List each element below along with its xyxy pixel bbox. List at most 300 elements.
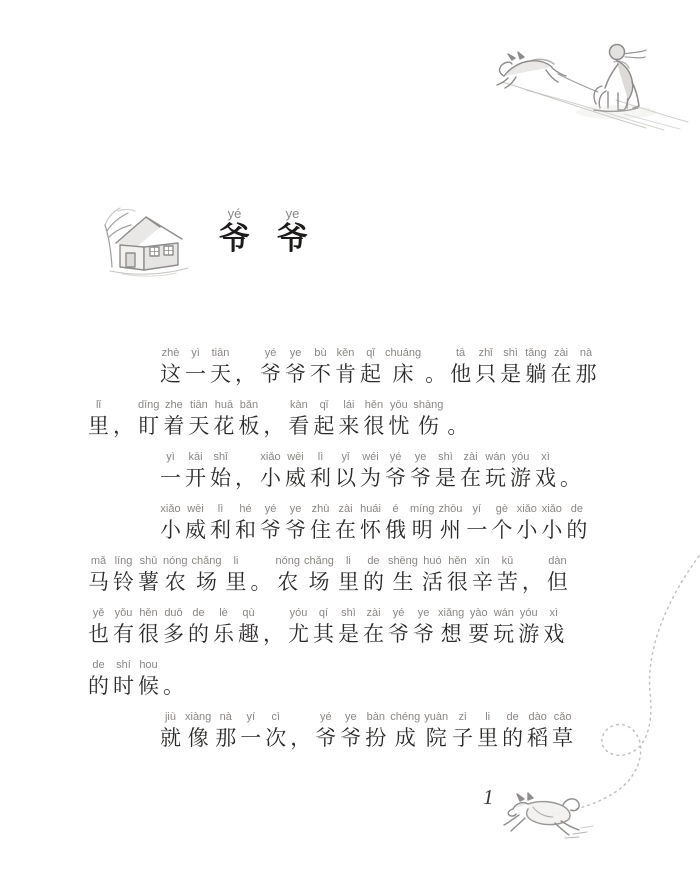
hanzi-text: 小 bbox=[160, 518, 181, 542]
ruby-unit bbox=[363, 399, 384, 441]
hanzi-text: 很 bbox=[446, 570, 468, 594]
pinyin-text: ye bbox=[285, 206, 300, 221]
ruby-unit bbox=[438, 503, 462, 545]
ruby-unit bbox=[210, 347, 231, 389]
hanzi-text: 不 bbox=[310, 362, 331, 386]
hanzi-text: 的 bbox=[188, 622, 209, 646]
ruby-unit bbox=[525, 347, 546, 389]
hanzi-text: 以 bbox=[335, 466, 356, 490]
ruby-unit bbox=[88, 555, 109, 597]
ruby-unit bbox=[460, 451, 481, 493]
hanzi-text: 想 bbox=[440, 622, 462, 646]
pinyin-text: ye bbox=[417, 607, 430, 619]
pinyin-text: xiǎo bbox=[516, 503, 537, 515]
hanzi-text: 天 bbox=[210, 362, 231, 386]
hanzi-text: 板 bbox=[238, 414, 260, 438]
hanzi-text: 爷 bbox=[219, 221, 250, 256]
ruby-unit bbox=[541, 503, 562, 545]
ruby-unit bbox=[477, 711, 498, 753]
pinyin-text: zhǐ bbox=[478, 347, 493, 359]
hanzi-text: 躺 bbox=[525, 362, 547, 386]
pinyin-text: xiǎng bbox=[438, 607, 465, 619]
ruby-unit bbox=[340, 711, 361, 753]
hanzi-text: 铃 bbox=[113, 570, 134, 594]
ruby-unit bbox=[235, 503, 256, 545]
pinyin-text: huā bbox=[214, 399, 234, 411]
ruby-unit bbox=[385, 347, 421, 389]
hanzi-text: 在 bbox=[460, 466, 481, 490]
hanzi-text: 爷 bbox=[260, 518, 281, 542]
pinyin-text: xì bbox=[541, 451, 550, 463]
pinyin-text: chǎng bbox=[303, 555, 334, 567]
text-line bbox=[86, 502, 622, 545]
hanzi-text: 里 bbox=[337, 570, 359, 594]
pinyin-text: gè bbox=[495, 503, 508, 515]
hanzi-text: 是 bbox=[338, 622, 359, 646]
ruby-unit bbox=[452, 711, 473, 753]
hanzi-text: 花 bbox=[213, 414, 235, 438]
ruby-unit bbox=[285, 503, 306, 545]
hanzi-text: 那 bbox=[575, 362, 597, 386]
pinyin-text: bǎn bbox=[239, 399, 259, 411]
pinyin-text: hou bbox=[139, 659, 158, 671]
pinyin-text: yí bbox=[246, 711, 256, 723]
hanzi-text: 州 bbox=[439, 518, 461, 542]
hanzi-text: 游 bbox=[510, 466, 531, 490]
pinyin-text: wéi bbox=[362, 451, 379, 463]
pinyin-text: nóng bbox=[163, 555, 188, 567]
hanzi-text: 小 bbox=[541, 518, 563, 542]
hanzi-text: 薯 bbox=[138, 570, 159, 594]
ruby-unit bbox=[160, 347, 181, 389]
ruby-unit bbox=[535, 451, 556, 493]
ruby-unit bbox=[213, 399, 234, 441]
ruby-unit bbox=[365, 711, 386, 753]
ruby-unit bbox=[360, 451, 381, 493]
pinyin-text: yì bbox=[191, 347, 200, 359]
ruby-unit bbox=[388, 607, 409, 649]
ruby-unit bbox=[288, 399, 309, 441]
hanzi-text: 。 bbox=[163, 674, 184, 698]
page-title bbox=[219, 206, 308, 257]
pinyin-text: lè bbox=[219, 607, 228, 619]
hanzi-text: 天 bbox=[188, 414, 210, 438]
ruby-unit bbox=[363, 555, 384, 597]
hanzi-text: 其 bbox=[313, 622, 334, 646]
pinyin-text: shǔ bbox=[139, 555, 158, 567]
ruby-unit bbox=[450, 347, 471, 389]
hanzi-text: 在 bbox=[335, 518, 356, 542]
ruby-unit bbox=[113, 399, 134, 441]
ruby-unit bbox=[422, 555, 443, 597]
hanzi-text: 忧 bbox=[388, 414, 410, 438]
hanzi-text: 就 bbox=[160, 726, 181, 750]
pinyin-text: hěn bbox=[364, 399, 384, 411]
ruby-unit bbox=[225, 555, 246, 597]
hanzi-text: 他 bbox=[450, 362, 472, 386]
ruby-unit bbox=[235, 451, 256, 493]
pinyin-text: wán bbox=[485, 451, 506, 463]
hanzi-text: 趣 bbox=[238, 622, 259, 646]
hanzi-text: 开 bbox=[185, 466, 206, 490]
ruby-unit bbox=[277, 206, 308, 257]
pinyin-text: ye bbox=[289, 503, 302, 515]
hanzi-text: ， bbox=[235, 362, 256, 386]
ruby-unit bbox=[235, 347, 256, 389]
hanzi-text: ， bbox=[290, 726, 312, 750]
pinyin-text: huó bbox=[423, 555, 442, 567]
ruby-unit bbox=[285, 347, 306, 389]
ruby-unit bbox=[210, 503, 231, 545]
pinyin-text: yé bbox=[392, 607, 405, 619]
hanzi-text: 扮 bbox=[365, 726, 387, 750]
hanzi-text: 要 bbox=[468, 622, 490, 646]
pinyin-text: wán bbox=[493, 607, 514, 619]
ruby-unit bbox=[288, 607, 309, 649]
pinyin-text: de bbox=[570, 503, 583, 515]
hanzi-text: 一 bbox=[185, 362, 206, 386]
pinyin-text: ye bbox=[344, 711, 357, 723]
hanzi-text: 伤 bbox=[417, 414, 439, 438]
ruby-unit bbox=[500, 347, 521, 389]
chapter-title-block bbox=[98, 203, 308, 277]
ruby-unit bbox=[566, 503, 587, 545]
ruby-unit bbox=[185, 451, 206, 493]
pinyin-text: ye bbox=[289, 347, 302, 359]
pinyin-text: bàn bbox=[366, 711, 385, 723]
pinyin-text: shì bbox=[341, 607, 356, 619]
pinyin-text: xiàng bbox=[185, 711, 212, 723]
pinyin-text: xiǎo bbox=[541, 503, 562, 515]
pinyin-text: chéng bbox=[390, 711, 421, 723]
pinyin-text: shēng bbox=[387, 555, 418, 567]
hanzi-text: 爷 bbox=[388, 622, 409, 646]
pinyin-text: lái bbox=[343, 399, 355, 411]
hanzi-text: 里 bbox=[477, 726, 499, 750]
ruby-unit bbox=[388, 399, 409, 441]
ruby-unit bbox=[363, 607, 384, 649]
hanzi-text: 是 bbox=[500, 362, 522, 386]
hanzi-text: ， bbox=[521, 570, 543, 594]
pinyin-text: mǎ bbox=[90, 555, 107, 567]
pinyin-text: hěn bbox=[448, 555, 467, 567]
hanzi-text: 里 bbox=[225, 570, 247, 594]
pinyin-text: shì bbox=[503, 347, 518, 359]
pinyin-text: li bbox=[485, 711, 491, 723]
pinyin-text: lǐ bbox=[96, 399, 101, 411]
hanzi-text: 爷 bbox=[385, 466, 406, 490]
pinyin-text: shí bbox=[116, 659, 131, 671]
ruby-unit bbox=[113, 607, 134, 649]
ruby-unit bbox=[185, 711, 211, 753]
pinyin-text: de bbox=[367, 555, 380, 567]
hanzi-text: 在 bbox=[363, 622, 384, 646]
hanzi-text: 这 bbox=[160, 362, 181, 386]
pinyin-text: zài bbox=[366, 607, 381, 619]
ruby-unit bbox=[163, 399, 184, 441]
ruby-unit bbox=[388, 555, 418, 597]
pinyin-text: lì bbox=[317, 451, 324, 463]
ruby-unit bbox=[338, 399, 359, 441]
ruby-unit bbox=[491, 503, 512, 545]
hanzi-text: 威 bbox=[285, 466, 306, 490]
pinyin-text: shì bbox=[438, 451, 453, 463]
ruby-unit bbox=[88, 659, 109, 701]
hanzi-text: 的 bbox=[502, 726, 524, 750]
hanzi-text: 一 bbox=[240, 726, 262, 750]
pinyin-text: ye bbox=[414, 451, 427, 463]
hanzi-text: 爷 bbox=[277, 221, 308, 256]
ruby-unit bbox=[88, 399, 109, 441]
pinyin-text: shǐ bbox=[213, 451, 228, 463]
hanzi-text: 看 bbox=[288, 414, 310, 438]
ruby-unit bbox=[447, 555, 468, 597]
pinyin-text: míng bbox=[410, 503, 435, 515]
pinyin-text: de bbox=[192, 607, 205, 619]
pinyin-text: hěn bbox=[139, 607, 158, 619]
running-dog-illustration bbox=[503, 787, 603, 845]
pinyin-text: li bbox=[345, 555, 351, 567]
hanzi-text: 的 bbox=[362, 570, 384, 594]
ruby-unit bbox=[304, 555, 334, 597]
ruby-unit bbox=[560, 451, 581, 493]
ruby-unit bbox=[335, 451, 356, 493]
hanzi-text: 稻 bbox=[527, 726, 549, 750]
ruby-unit bbox=[263, 607, 284, 649]
pinyin-text: jiù bbox=[164, 711, 176, 723]
ruby-unit bbox=[210, 451, 231, 493]
hanzi-text: 是 bbox=[435, 466, 456, 490]
hanzi-text: 来 bbox=[338, 414, 360, 438]
hanzi-text: 玩 bbox=[485, 466, 506, 490]
ruby-unit bbox=[313, 607, 334, 649]
ruby-unit bbox=[138, 607, 159, 649]
hanzi-text: 辛 bbox=[471, 570, 493, 594]
pinyin-text: tā bbox=[456, 347, 466, 359]
pinyin-text: yí bbox=[472, 503, 482, 515]
ruby-unit bbox=[335, 503, 356, 545]
ruby-unit bbox=[438, 607, 464, 649]
hanzi-text: 候 bbox=[138, 674, 159, 698]
dog-sled-illustration bbox=[496, 30, 692, 136]
hanzi-text: 爷 bbox=[410, 466, 431, 490]
hanzi-text: 。 bbox=[447, 414, 469, 438]
pinyin-text: qù bbox=[242, 607, 255, 619]
ruby-unit bbox=[315, 711, 336, 753]
pinyin-text: yé bbox=[227, 206, 242, 221]
pinyin-text: de bbox=[506, 711, 519, 723]
pinyin-text: yé bbox=[264, 347, 277, 359]
pinyin-text: huái bbox=[360, 503, 381, 515]
hanzi-text: 住 bbox=[310, 518, 331, 542]
hanzi-text: 但 bbox=[546, 570, 568, 594]
pinyin-text: yǐ bbox=[341, 451, 350, 463]
hanzi-text: 着 bbox=[163, 414, 185, 438]
ruby-unit bbox=[163, 607, 184, 649]
hanzi-text: 也 bbox=[88, 622, 109, 646]
ruby-unit bbox=[475, 347, 496, 389]
ruby-unit bbox=[213, 607, 234, 649]
ruby-unit bbox=[219, 206, 250, 257]
pinyin-text: bù bbox=[314, 347, 327, 359]
hanzi-text: 一 bbox=[466, 518, 488, 542]
hanzi-text: 为 bbox=[360, 466, 381, 490]
hanzi-text: 次 bbox=[265, 726, 287, 750]
ruby-unit bbox=[425, 347, 446, 389]
ruby-unit bbox=[215, 711, 236, 753]
pinyin-text: zài bbox=[463, 451, 478, 463]
ruby-unit bbox=[472, 555, 493, 597]
hanzi-text: 的 bbox=[88, 674, 109, 698]
ruby-unit bbox=[410, 503, 434, 545]
hanzi-text: 床 bbox=[392, 362, 414, 386]
pinyin-text: zhōu bbox=[438, 503, 463, 515]
hanzi-text: 很 bbox=[363, 414, 385, 438]
ruby-unit bbox=[551, 347, 572, 389]
hanzi-text: 爷 bbox=[285, 518, 306, 542]
ruby-unit bbox=[435, 451, 456, 493]
ruby-unit bbox=[576, 347, 597, 389]
hanzi-text: 爷 bbox=[340, 726, 362, 750]
ruby-unit bbox=[138, 399, 159, 441]
pinyin-text: li bbox=[233, 555, 239, 567]
hanzi-text: 盯 bbox=[138, 414, 160, 438]
hanzi-text: 个 bbox=[491, 518, 513, 542]
hanzi-text: 怀 bbox=[360, 518, 381, 542]
hanzi-text: 生 bbox=[392, 570, 414, 594]
pinyin-text: zhè bbox=[161, 347, 180, 359]
ruby-unit bbox=[338, 607, 359, 649]
pinyin-text: chuáng bbox=[385, 347, 422, 359]
pinyin-text: kàn bbox=[290, 399, 308, 411]
pinyin-text: xiǎo bbox=[260, 451, 281, 463]
pinyin-text: yóu bbox=[289, 607, 308, 619]
ruby-unit bbox=[360, 503, 381, 545]
hanzi-text: 场 bbox=[195, 570, 217, 594]
pinyin-text: zi bbox=[458, 711, 467, 723]
hanzi-text: 。 bbox=[560, 466, 581, 490]
ruby-unit bbox=[113, 555, 134, 597]
hanzi-text: 乐 bbox=[213, 622, 234, 646]
pinyin-text: qǐ bbox=[319, 399, 329, 411]
pinyin-text: de bbox=[92, 659, 105, 671]
ruby-unit bbox=[413, 607, 434, 649]
hanzi-text: 明 bbox=[411, 518, 433, 542]
pinyin-text: chǎng bbox=[191, 555, 222, 567]
text-line bbox=[86, 346, 622, 389]
text-line bbox=[86, 398, 622, 441]
pinyin-text: yě bbox=[92, 607, 105, 619]
ruby-unit bbox=[310, 451, 331, 493]
pinyin-text: yé bbox=[264, 503, 277, 515]
hanzi-text: 时 bbox=[113, 674, 134, 698]
hanzi-text: 利 bbox=[310, 466, 331, 490]
hanzi-text: 成 bbox=[394, 726, 416, 750]
pinyin-text: yì bbox=[166, 451, 175, 463]
pinyin-text: shāng bbox=[413, 399, 444, 411]
pinyin-text: duō bbox=[164, 607, 183, 619]
pinyin-text: nà bbox=[579, 347, 593, 359]
pinyin-text: hé bbox=[239, 503, 252, 515]
hanzi-text: 农 bbox=[277, 570, 299, 594]
ruby-unit bbox=[238, 607, 259, 649]
hanzi-text: 爷 bbox=[315, 726, 337, 750]
hanzi-text: 尤 bbox=[288, 622, 309, 646]
ruby-unit bbox=[240, 711, 261, 753]
pinyin-text: lì bbox=[217, 503, 224, 515]
hanzi-text: 戏 bbox=[535, 466, 556, 490]
hanzi-text: 起 bbox=[360, 362, 381, 386]
hanzi-text: 子 bbox=[452, 726, 474, 750]
ruby-unit bbox=[260, 451, 281, 493]
hanzi-text: 场 bbox=[308, 570, 330, 594]
ruby-unit bbox=[260, 503, 281, 545]
hanzi-text: 一 bbox=[160, 466, 181, 490]
pinyin-text: yé bbox=[389, 451, 402, 463]
hanzi-text: 农 bbox=[164, 570, 186, 594]
ruby-unit bbox=[238, 399, 259, 441]
pinyin-text: nà bbox=[219, 711, 232, 723]
pinyin-text: yào bbox=[469, 607, 488, 619]
ruby-unit bbox=[138, 555, 159, 597]
pinyin-text: dàn bbox=[548, 555, 567, 567]
ruby-unit bbox=[338, 555, 359, 597]
ruby-unit bbox=[88, 607, 109, 649]
ruby-unit bbox=[260, 347, 281, 389]
ruby-unit bbox=[185, 503, 206, 545]
hanzi-text: 始 bbox=[210, 466, 231, 490]
pinyin-text: zhe bbox=[165, 399, 183, 411]
ruby-unit bbox=[390, 711, 420, 753]
hanzi-text: 威 bbox=[185, 518, 206, 542]
pinyin-text: yōu bbox=[390, 399, 408, 411]
page-number: 1 bbox=[483, 785, 494, 809]
pinyin-text: yǒu bbox=[114, 607, 133, 619]
pinyin-text: líng bbox=[114, 555, 133, 567]
pinyin-text: xiǎo bbox=[160, 503, 181, 515]
ruby-unit bbox=[360, 347, 381, 389]
hanzi-text: 苦 bbox=[496, 570, 518, 594]
pinyin-text: wēi bbox=[187, 503, 204, 515]
hanzi-text: 。 bbox=[425, 362, 447, 386]
ruby-unit bbox=[313, 399, 334, 441]
pinyin-text: kāi bbox=[188, 451, 203, 463]
ruby-unit bbox=[290, 711, 311, 753]
pinyin-text: cǎo bbox=[553, 711, 572, 723]
hanzi-text: 像 bbox=[187, 726, 209, 750]
hanzi-text: 活 bbox=[421, 570, 443, 594]
pinyin-text: kěn bbox=[336, 347, 355, 359]
pinyin-text: nóng bbox=[275, 555, 300, 567]
hanzi-text: ， bbox=[113, 414, 134, 438]
hanzi-text: 利 bbox=[210, 518, 231, 542]
pinyin-text: xì bbox=[549, 607, 559, 619]
hanzi-text: 小 bbox=[516, 518, 538, 542]
hanzi-text: 多 bbox=[163, 622, 184, 646]
hanzi-text: 和 bbox=[235, 518, 256, 542]
pinyin-text: zhù bbox=[311, 503, 330, 515]
hanzi-text: 戏 bbox=[543, 622, 565, 646]
ruby-unit bbox=[163, 659, 184, 701]
hanzi-text: 肯 bbox=[335, 362, 356, 386]
ruby-unit bbox=[265, 711, 286, 753]
ruby-unit bbox=[113, 659, 134, 701]
ruby-unit bbox=[160, 711, 181, 753]
ruby-unit bbox=[191, 555, 221, 597]
ruby-unit bbox=[385, 503, 406, 545]
ruby-unit bbox=[424, 711, 448, 753]
ruby-unit bbox=[160, 451, 181, 493]
